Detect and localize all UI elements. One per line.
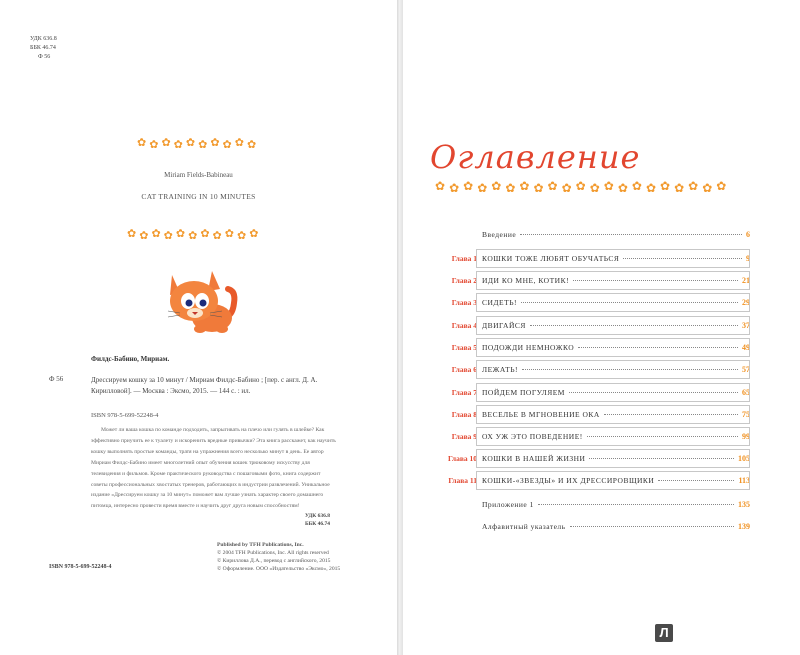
toc-page-number: 9	[746, 254, 750, 263]
udk-block-top	[30, 35, 57, 62]
paw-print-icon: ✿	[645, 181, 656, 195]
toc-line	[482, 321, 750, 330]
toc-entry	[437, 230, 752, 244]
toc-leader-dots	[538, 504, 734, 505]
paw-print-icon: ✿	[173, 139, 183, 151]
paw-print-icon: ✿	[603, 179, 614, 193]
toc-line	[482, 454, 750, 463]
toc-title-text: ВЕСЕЛЬЕ В МГНОВЕНИЕ ОКА	[482, 410, 600, 419]
toc-chapter-label: Глава 2	[451, 276, 477, 285]
toc-chapter-label: Глава 9	[451, 432, 477, 441]
paw-print-icon: ✿	[127, 228, 137, 240]
biblio-description: Дрессируем кошку за 10 минут / Мириам Филдс-Бабино ; [пер. с англ. Д. А. Кирилловой]. — Москва : Эксмо, 2015. — 144 с. : ил.	[91, 376, 318, 395]
paw-print-icon: ✿	[449, 181, 460, 195]
paw-print-icon: ✿	[660, 179, 671, 193]
toc-line	[482, 365, 750, 374]
paw-print-icon: ✿	[547, 179, 558, 193]
toc-leader-dots	[587, 436, 738, 437]
toc-leader-dots	[530, 325, 738, 326]
toc-line	[482, 476, 750, 485]
paw-print-icon: ✿	[702, 181, 713, 195]
toc-entry	[437, 343, 752, 357]
toc-leader-dots	[521, 302, 738, 303]
paw-print-icon: ✿	[200, 228, 210, 240]
toc-title-text: Алфавитный указатель	[482, 522, 566, 531]
toc-line	[482, 500, 750, 509]
paw-print-icon: ✿	[224, 228, 234, 240]
toc-title-text: Приложение 1	[482, 500, 534, 509]
paw-print-icon: ✿	[188, 230, 198, 242]
toc-page-number: 57	[742, 365, 750, 374]
biblio-code: Ф 56	[49, 375, 64, 383]
toc-line	[482, 388, 750, 397]
toc-title-text: ОХ УЖ ЭТО ПОВЕДЕНИЕ!	[482, 432, 583, 441]
toc-title-text: ДВИГАЙСЯ	[482, 321, 526, 330]
toc-title-text: Введение	[482, 230, 517, 239]
paw-print-icon: ✿	[210, 137, 220, 149]
toc-page-number: 65	[742, 388, 750, 397]
title-english: CAT TRAINING IN 10 MINUTES	[141, 192, 256, 201]
paw-print-icon: ✿	[589, 181, 600, 195]
toc-line	[482, 432, 750, 441]
toc-line	[482, 522, 750, 531]
paw-print-icon: ✿	[688, 179, 699, 193]
paw-print-icon: ✿	[198, 139, 208, 151]
toc-entry	[437, 476, 752, 490]
copyright-block	[217, 541, 340, 573]
toc-line	[482, 343, 750, 352]
toc-chapter-label: Глава 10	[447, 454, 477, 463]
paw-print-icon: ✿	[161, 137, 171, 149]
paw-print-icon: ✿	[249, 228, 259, 240]
paw-print-icon: ✿	[505, 181, 516, 195]
toc-page-number: 99	[742, 432, 750, 441]
toc-title-text: ПОДОЖДИ НЕМНОЖКО	[482, 343, 575, 352]
author-english: Miriam Fields-Babineau	[164, 171, 233, 179]
toc-chapter-label: Глава 7	[451, 388, 477, 397]
toc-page-number: 6	[746, 230, 750, 239]
toc-leader-dots	[573, 280, 738, 281]
toc-chapter-label: Глава 4	[451, 321, 477, 330]
paw-print-icon: ✿	[575, 179, 586, 193]
paw-print-icon: ✿	[163, 230, 173, 242]
toc-entry	[437, 321, 752, 335]
toc-chapter-label: Глава 11	[448, 476, 477, 485]
copyright-line: © 2004 TFH Publications, Inc. All rights reserved	[217, 550, 329, 556]
toc-chapter-label: Глава 1	[451, 254, 477, 263]
toc-page-number: 139	[738, 522, 750, 531]
code-line: Ф 56	[38, 54, 51, 60]
bbk-line: ББК 46.74	[30, 45, 56, 51]
toc-leader-dots	[623, 258, 742, 259]
toc-page-number: 29	[742, 298, 750, 307]
paw-print-icon: ✿	[137, 137, 147, 149]
toc-page-number: 135	[738, 500, 750, 509]
toc-page-number: 49	[742, 343, 750, 352]
paw-print-icon: ✿	[519, 179, 530, 193]
toc-chapter-label: Глава 6	[451, 365, 477, 374]
toc-entry	[437, 432, 752, 446]
toc-leader-dots	[604, 414, 738, 415]
toc-leader-dots	[578, 347, 738, 348]
paw-print-icon: ✿	[533, 181, 544, 195]
toc-title-text: КОШКИ ТОЖЕ ЛЮБЯТ ОБУЧАТЬСЯ	[482, 254, 620, 263]
toc-title-text: КОШКИ-«ЗВЕЗДЫ» И ИХ ДРЕССИРОВЩИКИ	[482, 476, 655, 485]
paw-print-icon: ✿	[617, 181, 628, 195]
toc-entry	[437, 276, 752, 290]
toc-entry	[437, 298, 752, 312]
cat-illustration-icon	[162, 263, 242, 341]
toc-title-text: КОШКИ В НАШЕЙ ЖИЗНИ	[482, 454, 586, 463]
paw-row-bottom	[127, 227, 261, 240]
paw-print-icon: ✿	[139, 230, 149, 242]
paw-print-icon: ✿	[716, 179, 727, 193]
bbk-line: ББК 46.74	[304, 521, 330, 527]
labirint-logo-icon: Л	[655, 624, 673, 642]
paw-print-icon: ✿	[674, 181, 685, 195]
paw-print-icon: ✿	[491, 179, 502, 193]
paw-row-toc	[435, 179, 730, 194]
paw-print-icon: ✿	[222, 139, 232, 151]
toc-page-number: 37	[742, 321, 750, 330]
toc-line	[482, 254, 750, 263]
toc-page-number: 113	[738, 476, 750, 485]
toc-chapter-label: Глава 8	[451, 410, 477, 419]
copyright-line: © Кириллова Д.А., перевод с английского, 2015	[217, 558, 331, 564]
toc-line	[482, 230, 750, 239]
paw-print-icon: ✿	[149, 139, 159, 151]
toc-entry	[437, 388, 752, 402]
book-annotation: Может ли ваша кошка по команде подходить, запрыгивать на плечо или гулять в шлейке? Как эффективно приучить ее к туалету и искоренить вредные привычки? Эта книга расскажет, как научить кошку выполнять простые команды, тратя на упражнения всего несколько минут в день. Ее автор Мириам Филдс-Бабино имеет многолетний опыт обучения кошек трюковому искусству для телевидения и фильмов. Кроме практического руководства с пошаговыми фото, книга содержит советы профессиональных хвостатых тренеров, работающих в индустрии развлечений. Уникальное издание «Дрессируем кошку за 10 минут» поможет вам лучше узнать характер своего домашнего питомца, интересно провести время вместе и научить друг друга новым способностям!	[91, 427, 336, 510]
paw-print-icon: ✿	[151, 228, 161, 240]
udk-block-bottom	[0, 512, 330, 528]
isbn-bottom: ISBN 978-5-699-52248-4	[49, 564, 112, 570]
paw-print-icon: ✿	[234, 137, 244, 149]
toc-title-text: ЛЕЖАТЬ!	[482, 365, 519, 374]
paw-print-icon: ✿	[631, 179, 642, 193]
paw-print-icon: ✿	[175, 228, 186, 240]
paw-print-icon: ✿	[185, 137, 196, 149]
udk-line: УДК 636.8	[304, 513, 330, 519]
udk-line: УДК 636.8	[30, 36, 57, 42]
toc-chapter-label: Глава 3	[451, 298, 477, 307]
copyright-line: © Оформление. ООО «Издательство «Эксмо», 2015	[217, 566, 341, 572]
copyright-line: Published by TFH Publications, Inc.	[217, 542, 304, 548]
toc-leader-dots	[570, 526, 734, 527]
toc-entry	[437, 254, 752, 268]
paw-print-icon: ✿	[212, 230, 222, 242]
toc-entry	[437, 500, 752, 514]
toc-entry	[437, 522, 752, 536]
paw-row-top	[137, 136, 259, 149]
paw-print-icon: ✿	[236, 230, 247, 242]
toc-entry	[437, 365, 752, 379]
toc-leader-dots	[520, 234, 742, 235]
toc-title-text: ПОЙДЕМ ПОГУЛЯЕМ	[482, 388, 565, 397]
toc-entry	[437, 454, 752, 468]
toc-page-number: 75	[742, 410, 750, 419]
biblio-author: Филдс-Бабино, Мириам.	[91, 355, 170, 363]
toc-page-number: 105	[738, 454, 750, 463]
paw-print-icon: ✿	[246, 139, 257, 151]
toc-line	[482, 410, 750, 419]
toc-page-number: 21	[742, 276, 750, 285]
paw-print-icon: ✿	[435, 179, 446, 193]
toc-line	[482, 298, 750, 307]
paw-print-icon: ✿	[463, 179, 474, 193]
toc-title: Оглавление	[430, 138, 641, 176]
toc-entry	[437, 410, 752, 424]
toc-line	[482, 276, 750, 285]
paw-print-icon: ✿	[561, 181, 572, 195]
biblio-isbn: ISBN 978-5-699-52248-4	[91, 412, 159, 419]
toc-title-text: СИДЕТЬ!	[482, 298, 518, 307]
toc-title-text: ИДИ КО МНЕ, КОТИК!	[482, 276, 570, 285]
paw-print-icon: ✿	[477, 181, 488, 195]
toc-chapter-label: Глава 5	[451, 343, 477, 352]
toc-leader-dots	[589, 458, 734, 459]
toc-leader-dots	[569, 392, 738, 393]
toc-leader-dots	[522, 369, 738, 370]
toc-leader-dots	[658, 480, 734, 481]
